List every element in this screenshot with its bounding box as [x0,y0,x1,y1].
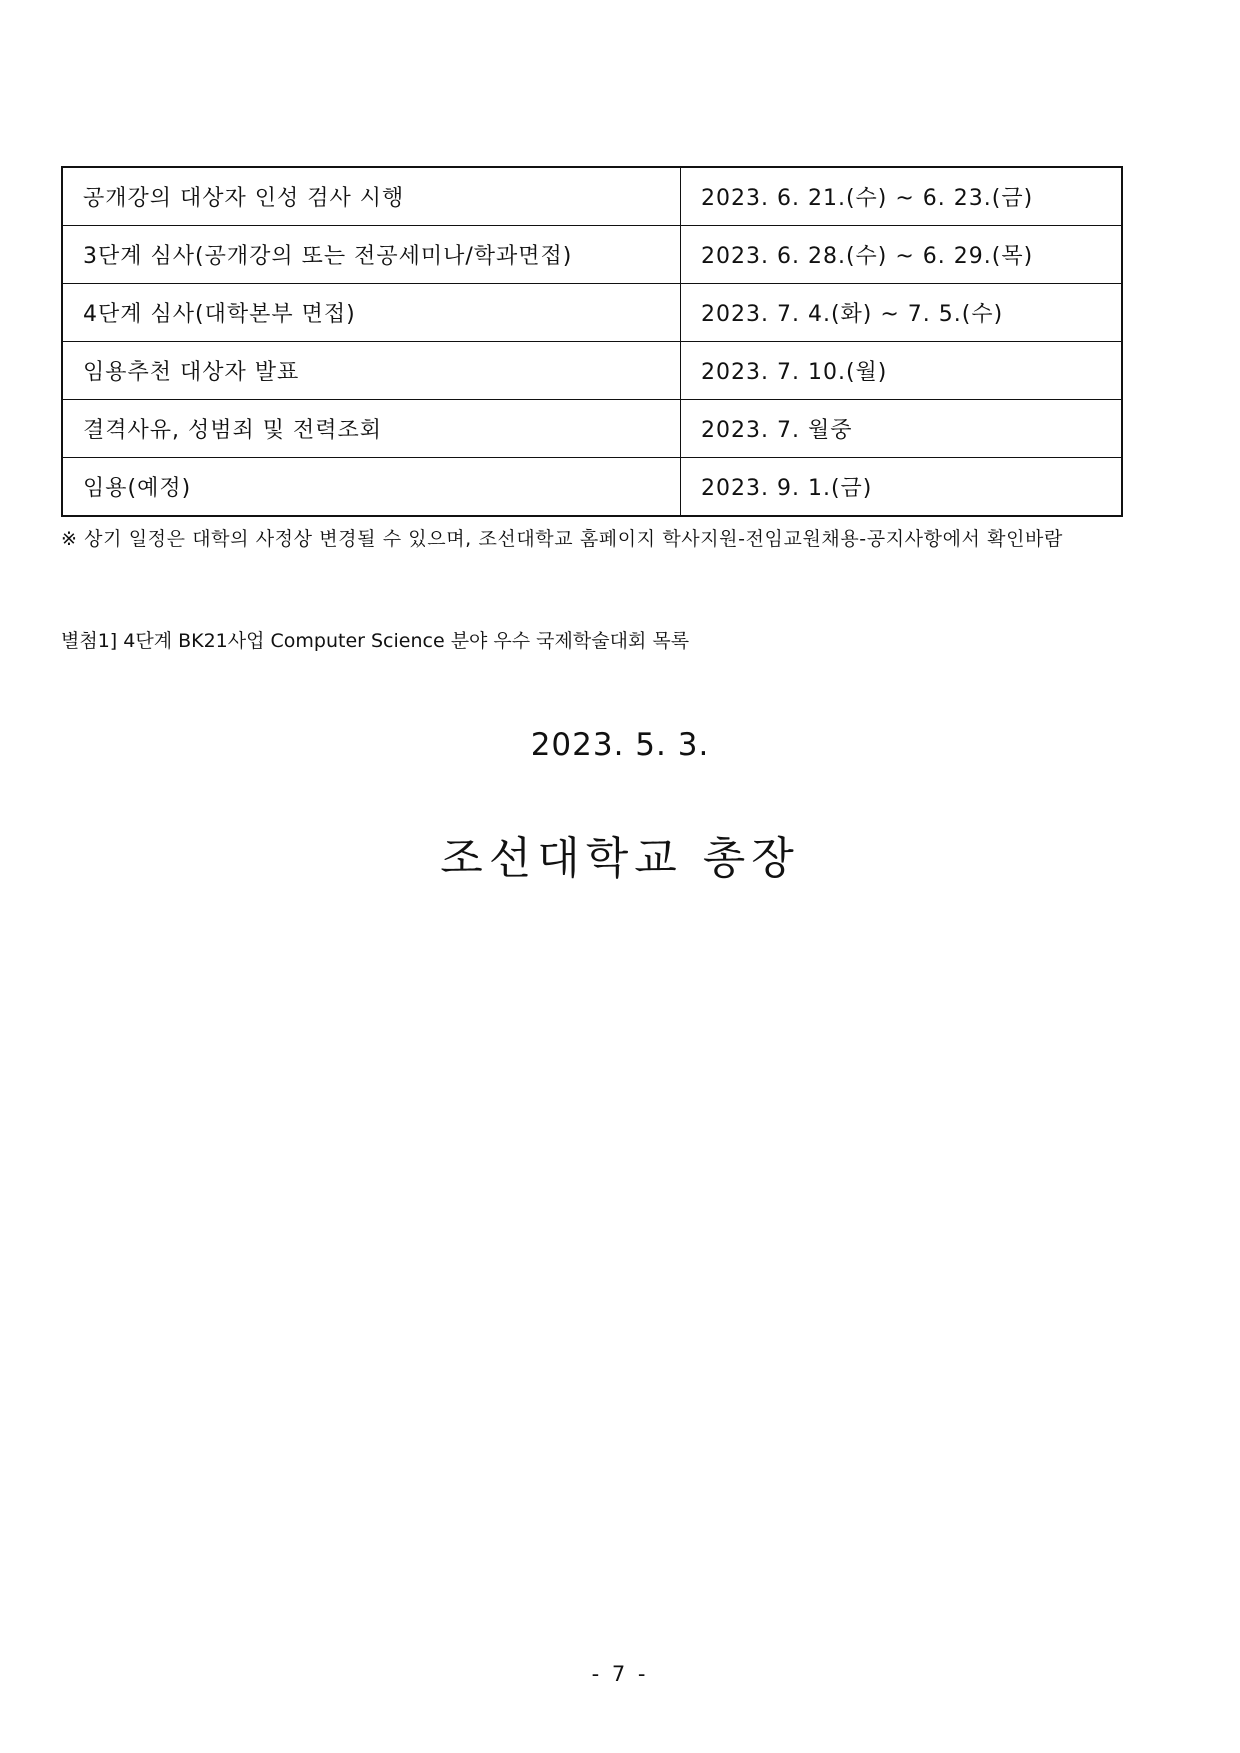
attachment-reference: 별첨1] 4단계 BK21사업 Computer Science 분야 우수 국제학술대회 목록 [61,630,690,652]
schedule-date: 2023. 6. 28.(수) ~ 6. 29.(목) [681,226,1123,284]
schedule-task: 4단계 심사(대학본부 면접) [62,284,681,342]
notice-date: 2023. 5. 3. [530,727,710,763]
schedule-task: 결격사유, 성범죄 및 전력조회 [62,400,681,458]
schedule-date: 2023. 9. 1.(금) [681,458,1123,517]
issuer-signature: 조선대학교 총장 [440,833,800,884]
table-row [62,284,1122,342]
schedule-task: 3단계 심사(공개강의 또는 전공세미나/학과면접) [62,226,681,284]
schedule-table [61,166,1123,517]
table-row [62,226,1122,284]
schedule-date: 2023. 7. 10.(월) [681,342,1123,400]
table-row [62,167,1122,226]
schedule-task: 임용추천 대상자 발표 [62,342,681,400]
schedule-task: 공개강의 대상자 인성 검사 시행 [62,167,681,226]
schedule-task: 임용(예정) [62,458,681,517]
table-row [62,458,1122,517]
table-row [62,400,1122,458]
schedule-date: 2023. 6. 21.(수) ~ 6. 23.(금) [681,167,1123,226]
schedule-note: ※ 상기 일정은 대학의 사정상 변경될 수 있으며, 조선대학교 홈페이지 학사지원-전임교원채용-공지사항에서 확인바람 [61,528,1063,550]
page-number: - 7 - [591,1662,649,1686]
table-row [62,342,1122,400]
schedule-date: 2023. 7. 4.(화) ~ 7. 5.(수) [681,284,1123,342]
schedule-date: 2023. 7. 월중 [681,400,1123,458]
